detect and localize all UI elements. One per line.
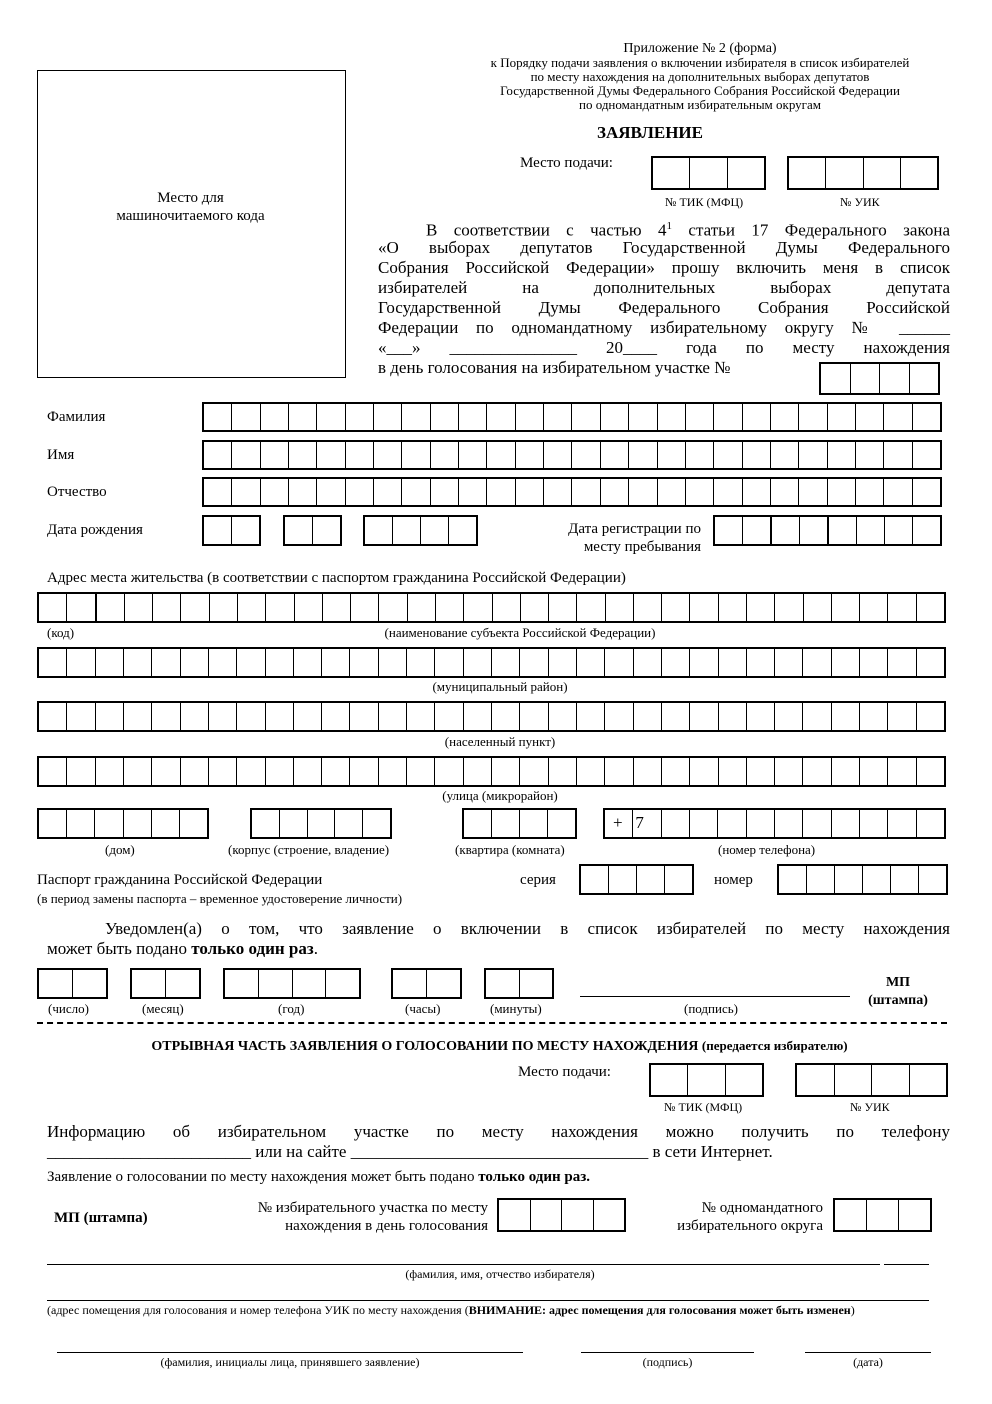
house-caption: (дом) xyxy=(105,842,135,857)
district-field[interactable] xyxy=(37,647,946,678)
intro-text: Государственной Думы Федерального Собрания Российской xyxy=(378,298,950,317)
signature-line[interactable] xyxy=(580,996,850,997)
tear-uik-label: № УИК xyxy=(850,1100,890,1114)
subject-caption: (наименование субъекта Российской Федерации) xyxy=(384,625,656,640)
hours-caption: (часы) xyxy=(405,1001,441,1016)
patronymic-field[interactable] xyxy=(202,477,942,507)
surname-label: Фамилия xyxy=(47,409,106,425)
tear-uik-field[interactable] xyxy=(795,1063,948,1097)
notice-text: . xyxy=(313,939,318,958)
tear-tik-label: № ТИК (МФЦ) xyxy=(664,1100,743,1114)
passport-series-field[interactable] xyxy=(579,864,694,895)
street-caption: (улица (микрорайон) xyxy=(442,788,558,803)
tik-label: № ТИК (МФЦ) xyxy=(665,195,744,209)
apartment-caption: (квартира (комната) xyxy=(455,842,565,857)
station-label: № избирательного участка по месту xyxy=(257,1200,488,1216)
header-line: по одномандатным избирательным округам xyxy=(578,97,822,112)
intro-text: избирателей на дополнительных выборах депутата xyxy=(378,278,950,297)
address-line[interactable] xyxy=(47,1300,929,1301)
page-title: ЗАЯВЛЕНИЕ xyxy=(596,123,703,142)
reg-date-label: месту пребывания xyxy=(583,539,701,555)
name-field[interactable] xyxy=(202,440,942,470)
birth-month-field[interactable] xyxy=(283,515,342,546)
machine-code-label: Место для xyxy=(157,190,224,206)
intro-text: «___» _______________ 20____ года по месту нахождения xyxy=(378,338,950,357)
phone-prefix: + 7 xyxy=(613,813,644,832)
district-caption: (муниципальный район) xyxy=(432,679,568,694)
minutes-caption: (минуты) xyxy=(490,1001,542,1016)
birth-year-field[interactable] xyxy=(363,515,478,546)
intro-text: Федерации по одномандатному избирательному округу № ______ xyxy=(378,318,950,337)
tear-off-line xyxy=(37,1022,947,1024)
uik-number-field[interactable] xyxy=(787,156,939,190)
notice-text: может быть подано xyxy=(47,939,192,958)
street-field[interactable] xyxy=(37,756,946,787)
info-text: ________________________ или на сайте ___________________________________ в сети Интернет. xyxy=(47,1142,773,1161)
birth-date-label: Дата рождения xyxy=(47,522,143,538)
tear-stamp-label: МП (штампа) xyxy=(54,1210,148,1226)
sign-day-field[interactable] xyxy=(37,968,108,999)
intro-text: «О выборах депутатов Государственной Думы Федерального xyxy=(378,238,950,257)
locality-field[interactable] xyxy=(37,701,946,732)
appendix-title: Приложение № 2 (форма) xyxy=(623,41,777,56)
code-caption: (код) xyxy=(47,625,75,640)
tik-number-field[interactable] xyxy=(651,156,766,190)
address-caption: (адрес помещения для голосования и номер телефона УИК по месту нахождения ( xyxy=(47,1303,469,1317)
receiver-signature-line[interactable] xyxy=(581,1352,754,1353)
building-caption: (корпус (строение, владение) xyxy=(228,842,390,857)
intro-sup: 1 xyxy=(666,220,673,232)
notice-text: Уведомлен(а) о том, что заявление о включении в список избирателей по месту нахождения xyxy=(105,919,950,938)
locality-caption: (населенный пункт) xyxy=(444,734,556,749)
reg-date-label: Дата регистрации по xyxy=(568,521,701,537)
surname-field[interactable] xyxy=(202,402,942,432)
receiver-date-line[interactable] xyxy=(805,1352,931,1353)
birth-day-field[interactable] xyxy=(202,515,261,546)
receiver-signature-caption: (подпись) xyxy=(642,1355,693,1369)
house-field[interactable] xyxy=(37,808,209,839)
notice-bold: только один раз xyxy=(191,939,314,958)
header-line: по месту нахождения на дополнительных выборах депутатов xyxy=(530,69,870,84)
header-line: к Порядку подачи заявления о включении избирателя в список избирателей xyxy=(490,55,910,70)
building-field[interactable] xyxy=(250,808,392,839)
polling-station-field[interactable] xyxy=(819,362,940,395)
sign-year-field[interactable] xyxy=(223,968,361,999)
intro-text: Собрания Российской Федерации» прошу включить меня в список xyxy=(378,258,950,277)
phone-field[interactable] xyxy=(603,808,946,839)
receiver-caption: (фамилия, инициалы лица, принявшего заявление) xyxy=(160,1355,420,1369)
phone-caption: (номер телефона) xyxy=(718,842,816,857)
district-label: № одномандатного xyxy=(701,1200,823,1216)
signature-caption: (подпись) xyxy=(684,1001,738,1016)
once-text: Заявление о голосовании по месту нахождения может быть подано xyxy=(47,1169,479,1185)
intro-text: в день голосования на избирательном участке № xyxy=(378,358,731,377)
passport-note: (в период замены паспорта – временное удостоверение личности) xyxy=(37,891,403,906)
sign-month-field[interactable] xyxy=(130,968,201,999)
tear-submission-label: Место подачи: xyxy=(518,1064,611,1080)
receiver-line[interactable] xyxy=(57,1352,523,1353)
intro-text: статьи 17 Федерального закона xyxy=(672,220,950,240)
month-caption: (месяц) xyxy=(142,1001,184,1016)
submission-label: Место подачи: xyxy=(520,155,613,171)
uik-label: № УИК xyxy=(840,195,880,209)
voter-fio-line[interactable] xyxy=(47,1264,880,1265)
stamp-label: (штампа) xyxy=(868,993,928,1008)
receiver-date-caption: (дата) xyxy=(853,1355,883,1369)
region-code-subject-field[interactable] xyxy=(37,592,946,623)
district-label: избирательного округа xyxy=(677,1218,823,1234)
voter-fio-caption: (фамилия, имя, отчество избирателя) xyxy=(405,1267,595,1281)
header-line: Государственной Думы Федерального Собрания Российской Федерации xyxy=(500,83,900,98)
year-caption: (год) xyxy=(278,1001,305,1016)
tear-off-note: (передается избирателю) xyxy=(701,1038,848,1053)
stamp-label: МП xyxy=(885,975,911,990)
number-label: номер xyxy=(714,872,753,888)
passport-number-field[interactable] xyxy=(777,864,948,895)
name-label: Имя xyxy=(47,447,75,463)
address-warning: ВНИМАНИЕ: адрес помещения для голосования может быть изменен xyxy=(468,1303,851,1317)
address-caption: ) xyxy=(850,1303,855,1317)
address-heading: Адрес места жительства (в соответствии с паспортом гражданина Российской Федерации) xyxy=(47,570,626,586)
info-text: Информацию об избирательном участке по месту нахождения можно получить по телефону xyxy=(47,1122,950,1141)
tear-tik-field[interactable] xyxy=(649,1063,764,1097)
day-caption: (число) xyxy=(48,1001,89,1016)
registration-date-field[interactable] xyxy=(713,515,942,546)
tear-station-field[interactable] xyxy=(497,1198,626,1232)
tear-off-title: ОТРЫВНАЯ ЧАСТЬ ЗАЯВЛЕНИЯ О ГОЛОСОВАНИИ ПО МЕСТУ НАХОЖДЕНИЯ xyxy=(151,1039,699,1054)
once-bold: только один раз. xyxy=(478,1169,591,1185)
apartment-field[interactable] xyxy=(462,808,577,839)
station-label: нахождения в день голосования xyxy=(285,1218,488,1234)
voter-fio-line-end[interactable] xyxy=(884,1264,929,1265)
machine-code-label: машиночитаемого кода xyxy=(116,208,265,224)
sign-minutes-field[interactable] xyxy=(484,968,554,999)
patronymic-label: Отчество xyxy=(47,484,107,500)
passport-label: Паспорт гражданина Российской Федерации xyxy=(37,872,323,888)
sign-hours-field[interactable] xyxy=(391,968,462,999)
series-label: серия xyxy=(520,872,556,888)
intro-text: В соответствии с частью 4 xyxy=(426,220,667,240)
tear-district-field[interactable] xyxy=(833,1198,932,1232)
